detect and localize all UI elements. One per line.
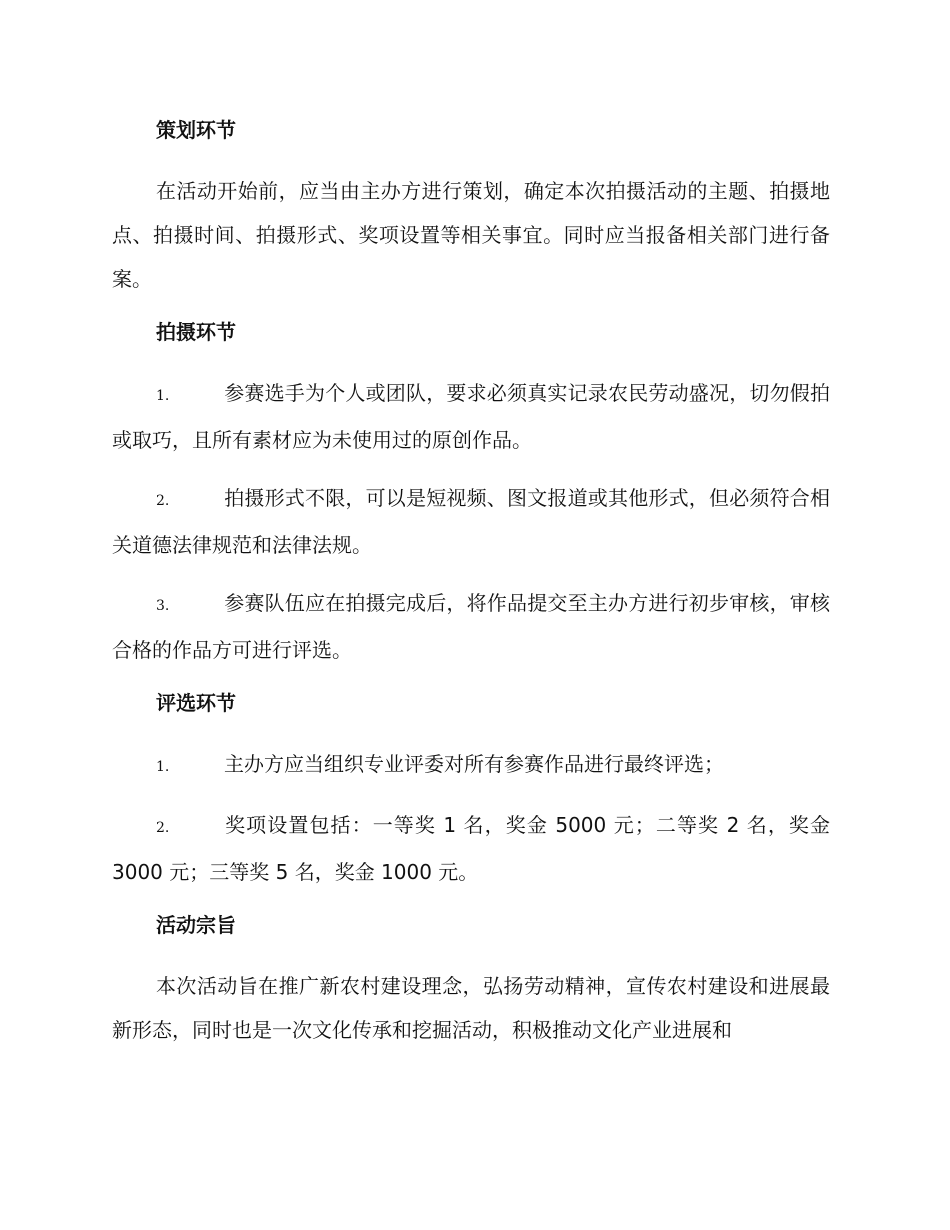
list-text: 参赛队伍应在拍摄完成后，将作品提交至主办方进行初步审核，审核合格的作品方可进行评选。 <box>112 591 830 662</box>
section-shooting <box>112 315 830 672</box>
list-number: 1. <box>156 759 170 775</box>
list-text: 主办方应当组织专业评委对所有参赛作品进行最终评选； <box>224 752 724 776</box>
list-number: 3. <box>156 598 170 614</box>
section-heading: 活动宗旨 <box>156 913 236 937</box>
section-paragraph: 在活动开始前，应当由主办方进行策划，确定本次拍摄活动的主题、拍摄地点、拍摄时间、拍摄形式、奖项设置等相关事宜。同时应当报备相关部门进行备案。 <box>112 179 830 291</box>
section-heading: 评选环节 <box>156 691 236 715</box>
list-number: 1. <box>156 388 170 404</box>
list-item <box>112 371 830 462</box>
list-number: 2. <box>156 493 170 509</box>
list-item <box>112 581 830 672</box>
list-text: 参赛选手为个人或团队，要求必须真实记录农民劳动盛况，切勿假拍或取巧，且所有素材应为未使用过的原创作品。 <box>112 381 830 452</box>
list-text: 奖项设置包括：一等奖 1 名，奖金 5000 元；二等奖 2 名，奖金 3000 元；三等奖 5 名，奖金 1000 元。 <box>112 813 830 884</box>
section-planning <box>112 113 830 301</box>
list-item <box>112 476 830 567</box>
section-purpose <box>112 908 830 1052</box>
section-heading: 策划环节 <box>156 118 236 142</box>
section-heading: 拍摄环节 <box>156 320 236 344</box>
list-text: 拍摄形式不限，可以是短视频、图文报道或其他形式，但必须符合相关道德法律规范和法律法规。 <box>112 486 830 557</box>
section-paragraph: 本次活动旨在推广新农村建设理念，弘扬劳动精神，宣传农村建设和进展最新形态，同时也是一次文化传承和挖掘活动，积极推动文化产业进展和 <box>112 974 830 1042</box>
list-item <box>112 742 830 789</box>
list-number: 2. <box>156 820 170 836</box>
section-judging <box>112 686 830 894</box>
list-item <box>112 803 830 894</box>
